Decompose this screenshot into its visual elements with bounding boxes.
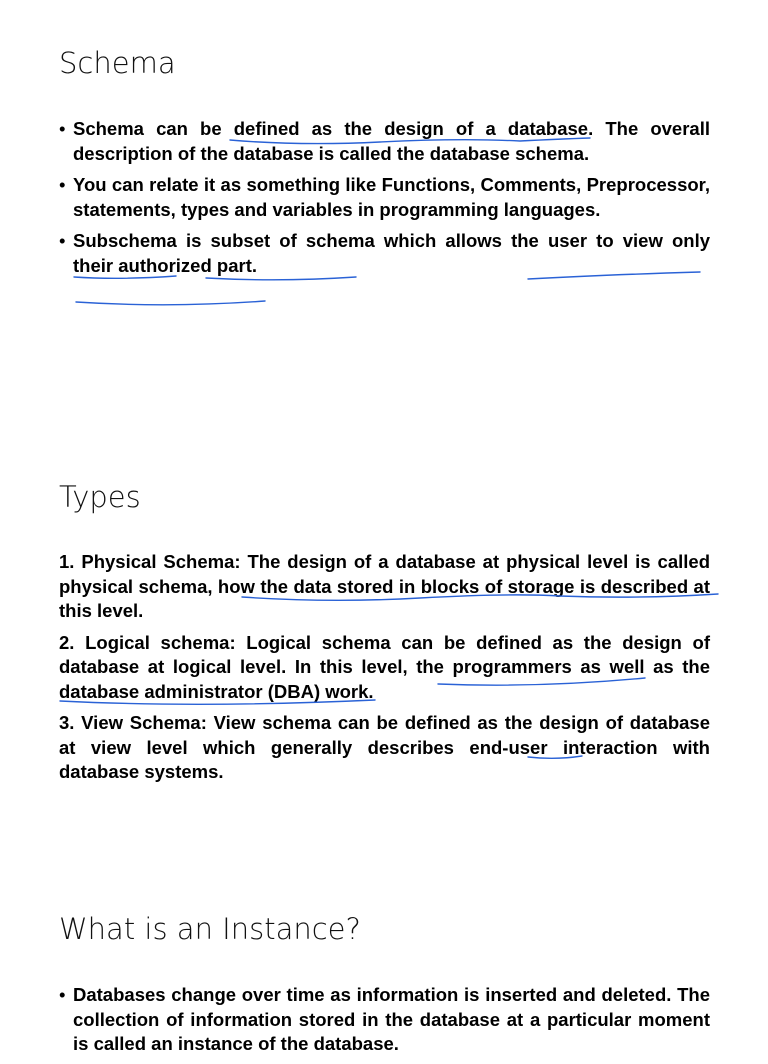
bullet-icon: •: [59, 230, 66, 251]
bullet-icon: •: [59, 984, 66, 1005]
bullet-icon: •: [59, 174, 66, 195]
slide-body: [59, 983, 710, 1064]
slide-body: [59, 550, 710, 792]
numbered-item: 1. Physical Schema: The design of a database at physical level is called physical schema, how the data stored in blocks of storage is described at this level.: [59, 551, 710, 621]
bullet-item: [59, 983, 710, 1057]
bullet-icon: •: [59, 118, 66, 139]
bullet-list: [59, 117, 710, 278]
bullet-item: [59, 229, 710, 278]
slide-title: Types: [59, 480, 141, 514]
bullet-list: [59, 983, 710, 1057]
slide-types: [0, 450, 768, 900]
slide-schema: [0, 0, 768, 450]
numbered-item: 3. View Schema: View schema can be defined as the design of database at view level which generally describes end-user interaction with database systems.: [59, 712, 710, 782]
bullet-text: You can relate it as something like Functions, Comments, Preprocessor, statements, types and variables in programming languages.: [73, 174, 710, 220]
numbered-item: 2. Logical schema: Logical schema can be defined as the design of database at logical level. In this level, the programmers as well as the database administrator (DBA) work.: [59, 631, 710, 702]
bullet-text: Databases change over time as information is inserted and deleted. The collection of information stored in the database at a particular moment is called an instance of the database.: [73, 984, 710, 1054]
bullet-item: [59, 117, 710, 166]
slide-body: [59, 117, 710, 285]
slide-title: Schema: [59, 46, 176, 80]
bullet-text: Subschema is subset of schema which allows the user to view only their authorized part.: [73, 230, 710, 276]
bullet-item: [59, 173, 710, 222]
slide-instance: [0, 900, 768, 1054]
slide-title: What is an Instance?: [59, 912, 361, 946]
bullet-text: Schema can be defined as the design of a database. The overall description of the database is called the database schema.: [73, 118, 710, 164]
